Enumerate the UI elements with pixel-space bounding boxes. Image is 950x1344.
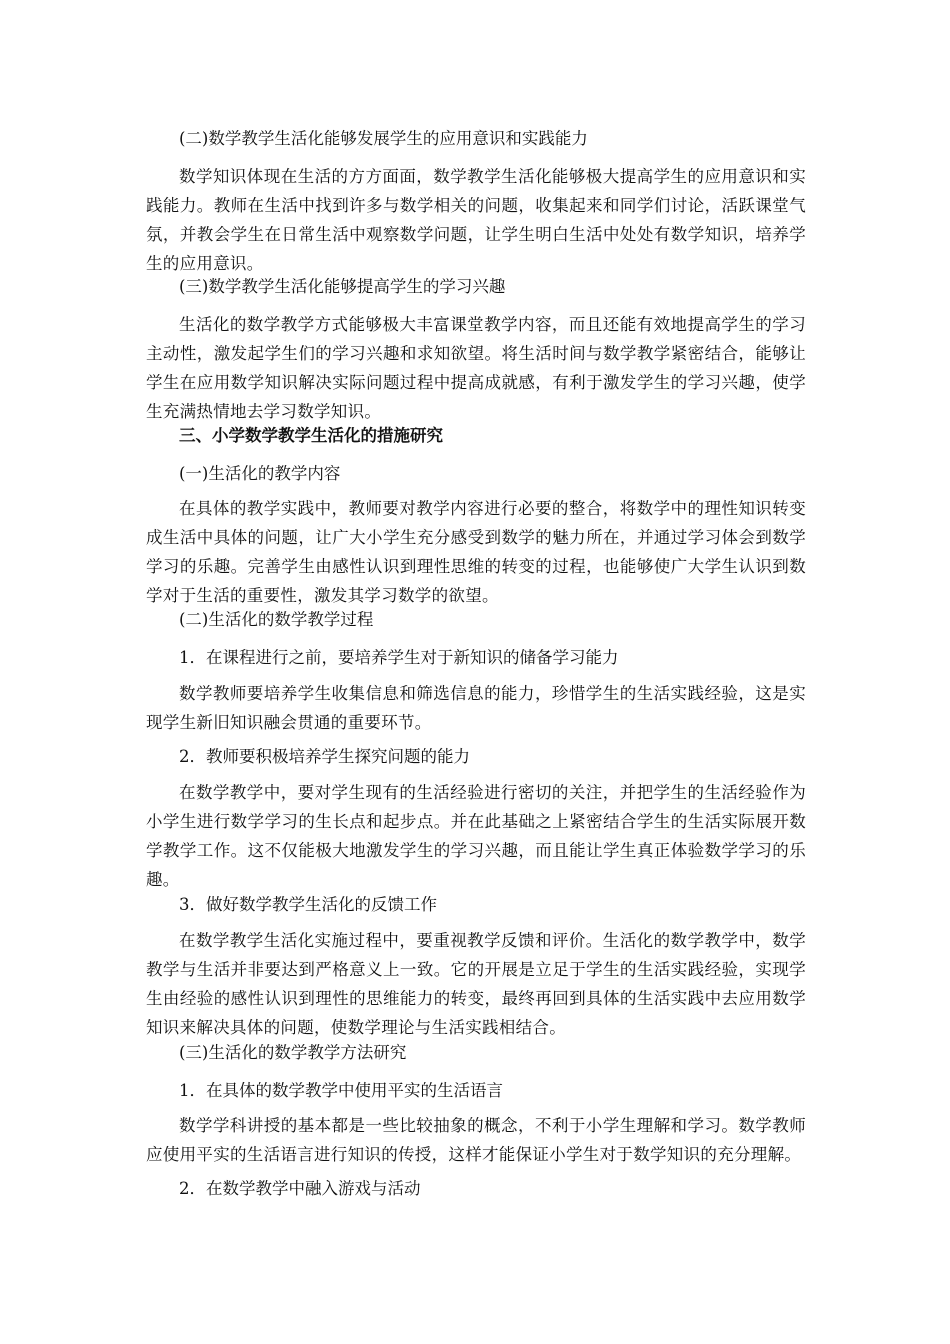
section-heading: (三)数学教学生活化能够提高学生的学习兴趣	[179, 277, 506, 296]
paragraph: 数学知识体现在生活的方方面面，数学教学生活化能够极大提高学生的应用意识和实践能力。教师在生活中找到许多与数学相关的问题，收集起来和同学们讨论，活跃课堂气氛，并教会学生在日常生活中观察数学问题，让学生明白生活中处处有数学知识，培养学生的应用意识。	[146, 167, 806, 273]
paragraph: 在数学教学生活化实施过程中，要重视教学反馈和评价。生活化的数学教学中，数学教学与生活并非要达到严格意义上一致。它的开展是立足于学生的生活实践经验，实现学生由经验的感性认识到理性的思维能力的转变，最终再回到具体的生活实践中去应用数学知识来解决具体的问题，使数学理论与生活实践相结合。	[146, 931, 806, 1037]
paragraph: 在数学教学中，要对学生现有的生活经验进行密切的关注，并把学生的生活经验作为小学生进行数学学习的生长点和起步点。并在此基础之上紧密结合学生的生活实际展开数学教学工作。这不仅能极大地激发学生的学习兴趣，而且能让学生真正体验数学学习的乐趣。	[146, 783, 806, 889]
section-heading: (一)生活化的教学内容	[179, 464, 341, 483]
subsection-heading: 2．在数学教学中融入游戏与活动	[179, 1179, 421, 1198]
section-heading: (二)数学教学生活化能够发展学生的应用意识和实践能力	[179, 129, 588, 148]
chapter-heading: 三、小学数学教学生活化的措施研究	[179, 426, 443, 445]
subsection-heading: 2．教师要积极培养学生探究问题的能力	[179, 747, 470, 766]
paragraph: 在具体的教学实践中，教师要对教学内容进行必要的整合，将数学中的理性知识转变成生活中具体的问题，让广大小学生充分感受到数学的魅力所在，并通过学习体会到数学学习的乐趣。完善学生由感性认识到理性思维的转变的过程，也能够使广大学生认识到数学对于生活的重要性，激发其学习数学的欲望。	[146, 499, 806, 605]
paragraph: 数学教师要培养学生收集信息和筛选信息的能力，珍惜学生的生活实践经验，这是实现学生新旧知识融会贯通的重要环节。	[146, 684, 806, 732]
subsection-heading: 1．在具体的数学教学中使用平实的生活语言	[179, 1081, 503, 1100]
subsection-heading: 3．做好数学教学生活化的反馈工作	[179, 895, 437, 914]
subsection-heading: 1．在课程进行之前，要培养学生对于新知识的储备学习能力	[179, 648, 619, 667]
paragraph: 数学学科讲授的基本都是一些比较抽象的概念，不利于小学生理解和学习。数学教师应使用平实的生活语言进行知识的传授，这样才能保证小学生对于数学知识的充分理解。	[146, 1116, 806, 1164]
paragraph: 生活化的数学教学方式能够极大丰富课堂教学内容，而且还能有效地提高学生的学习主动性，激发起学生们的学习兴趣和求知欲望。将生活时间与数学教学紧密结合，能够让学生在应用数学知识解决实际问题过程中提高成就感，有利于激发学生的学习兴趣，使学生充满热情地去学习数学知识。	[146, 315, 806, 421]
section-heading: (三)生活化的数学教学方法研究	[179, 1043, 407, 1062]
section-heading: (二)生活化的数学教学过程	[179, 610, 374, 629]
